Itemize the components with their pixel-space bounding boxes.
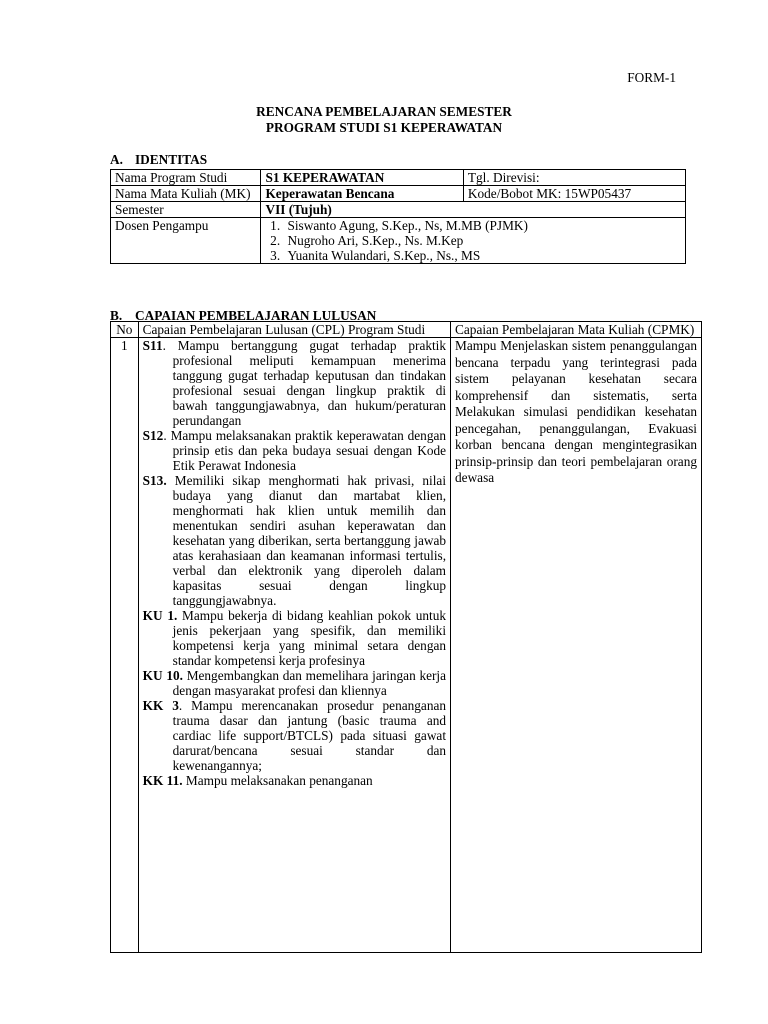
cpl-row <box>111 338 702 953</box>
section-a-letter: A. <box>110 152 123 167</box>
cpl-code: S11 <box>142 338 163 353</box>
program-value: S1 KEPERAWATAN <box>261 170 463 186</box>
course-value: Keperawatan Bencana <box>261 186 463 202</box>
cpl-item <box>143 338 446 428</box>
cpl-text: Mampu bertanggung gugat terhadap praktik profesional meliputi kemampuan menerima tanggung gugat terhadap keputusan dan tindakan profesional sesuai dengan lingkup praktik di bawah tanggungjawabnya, dan hukum/peraturan perundangan <box>172 338 447 428</box>
header-cpmk: Capaian Pembelajaran Mata Kuliah (CPMK) <box>451 322 702 338</box>
cpl-code: KK 11. <box>142 773 183 788</box>
cpl-code: S13. <box>142 473 167 488</box>
lecturer-list <box>265 218 681 263</box>
program-label: Nama Program Studi <box>111 170 261 186</box>
form-number: FORM-1 <box>627 70 676 85</box>
cpl-text: Memiliki sikap menghormati hak privasi, nilai budaya yang dianut dan martabat klien, menghormati hak klien untuk memilih dan menentukan sendiri asuhan keperawatan dan kesehatan yang diberikan, serta bertanggung jawab atas kerahasiaan dan keamanan informasi tertulis, verbal dan elektronik yang diperoleh dalam kapasitas sesuai dengan lingkup tanggungjawabnya. <box>172 473 447 608</box>
cpl-text: Mampu melaksanakan penanganan <box>185 773 373 788</box>
cpmk-text: Mampu Menjelaskan sistem penanggulangan bencana terpadu yang terintegrasi pada sistem pelayanan kesehatan secara komprehensif dan sistematis, serta Melakukan simulasi pendidikan kesehatan pencegahan, penanggulangan, Evakuasi korban bencana dengan mengintegrasikan prinsip-prinsip dan teori pembelajaran orang dewasa <box>455 338 697 485</box>
header-cpl: Capaian Pembelajaran Lulusan (CPL) Program Studi <box>138 322 450 338</box>
semester-value: VII (Tujuh) <box>261 202 686 218</box>
course-code: Kode/Bobot MK: 15WP05437 <box>463 186 685 202</box>
cpl-item <box>143 428 446 473</box>
cpl-separator: . <box>163 428 171 443</box>
identity-row-lecturers <box>111 218 686 264</box>
cpl-item <box>143 698 446 773</box>
cpl-code: KK 3 <box>142 698 179 713</box>
cpmk-cell <box>451 338 702 953</box>
cpl-separator: . <box>162 338 178 353</box>
cpl-item <box>143 608 446 668</box>
document-subtitle: PROGRAM STUDI S1 KEPERAWATAN <box>265 120 503 135</box>
identity-row-course <box>111 186 686 202</box>
cpl-text: Mampu melaksanakan praktik keperawatan dengan prinsip etis dan peka budaya sesuai dengan Kode Etik Perawat Indonesia <box>170 428 447 473</box>
cpl-item <box>143 668 446 698</box>
semester-label: Semester <box>111 202 261 218</box>
cpl-item <box>143 473 446 608</box>
lecturer-item: 1. Siswanto Agung, S.Kep., Ns, M.MB (PJMK) <box>283 218 681 233</box>
identity-table <box>110 169 686 264</box>
cpl-separator <box>167 473 175 488</box>
identity-row-semester <box>111 202 686 218</box>
section-a-title: IDENTITAS <box>135 152 208 167</box>
cpl-code: S12 <box>142 428 164 443</box>
cpl-table <box>110 321 702 953</box>
lecturer-label: Dosen Pengampu <box>111 218 261 264</box>
cpl-items-cell <box>138 338 450 953</box>
cpl-text: Mampu merencanakan prosedur penanganan trauma dasar dan jantung (basic trauma and cardiac life support/BTCLS) pada situasi gawat darurat/bencana sesuai standar dan kewenangannya; <box>172 698 447 773</box>
row-number: 1 <box>111 338 139 953</box>
cpl-item <box>143 773 446 788</box>
cpl-header-row <box>111 322 702 338</box>
lecturer-item: 2. Nugroho Ari, S.Kep., Ns. M.Kep <box>283 233 681 248</box>
cpl-text: Mengembangkan dan memelihara jaringan kerja dengan masyarakat profesi dan kliennya <box>172 668 447 698</box>
identity-row-program <box>111 170 686 186</box>
lecturer-list-cell <box>261 218 686 264</box>
section-a-heading <box>110 152 207 168</box>
cpl-text: Mampu bekerja di bidang keahlian pokok untuk jenis pekerjaan yang spesifik, dan memiliki kompetensi kerja yang minimal setara dengan standar kompetensi kerja profesinya <box>172 608 447 668</box>
lecturer-item: 3. Yuanita Wulandari, S.Kep., Ns., MS <box>283 248 681 263</box>
cpl-separator: . <box>178 698 192 713</box>
revision-date-label: Tgl. Direvisi: <box>463 170 685 186</box>
header-no: No <box>111 322 139 338</box>
cpl-code: KU 1. <box>142 608 178 623</box>
section-b-title: CAPAIAN PEMBELAJARAN LULUSAN <box>135 308 377 323</box>
cpl-code: KU 10. <box>142 668 183 683</box>
course-label: Nama Mata Kuliah (MK) <box>111 186 261 202</box>
document-title: RENCANA PEMBELAJARAN SEMESTER <box>256 104 512 119</box>
section-b-letter: B. <box>110 308 123 323</box>
